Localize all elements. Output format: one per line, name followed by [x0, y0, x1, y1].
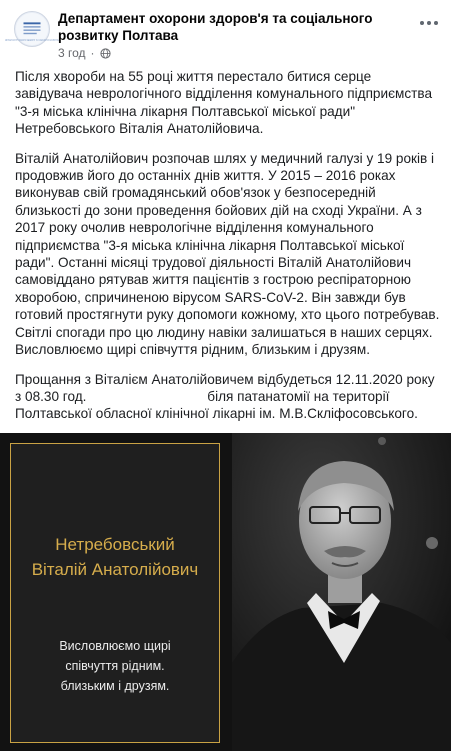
condolence-line-1: Висловлюємо щирі	[59, 639, 171, 653]
condolence-line-2: співчуття рідним.	[65, 659, 165, 673]
post-paragraph-2: Віталій Анатолійович розпочав шлях у медичний галузі у 19 років і продовжив його до останніх днів життя. У 2015 – 2016 роках виконував свій громадянський обов'язок у безпосередній близькості до зони проведення бойових дій на сході України. А з 2017 року очолив неврологічне відділення комунального підприємства "3-я міська клінічна лікарня Полтавської міської ради". Останні місяці трудової діяльності Віталій Анатолійович самовіддано рятував життя пацієнтів з гострою респіраторною хворобою, спричиненою вірусом SARS-CoV-2. Він завжди був готовий простягнути руку допомоги кожному, хто цього потребував. Світлі спогади про цю людину навіки залишаться в наших серцях. Висловлюємо щирі співчуття рідним, близьким і друзям.	[15, 150, 440, 358]
dot-icon	[427, 21, 431, 25]
meta-separator: ·	[90, 46, 95, 60]
post-time[interactable]: 3 год	[58, 46, 86, 60]
memorial-name	[11, 532, 219, 582]
memorial-given-names: Віталій Анатолійович	[31, 560, 199, 579]
memorial-condolence	[11, 636, 219, 696]
page-name-link[interactable]: Департамент охорони здоров'я та соціального розвитку Полтава	[58, 11, 373, 43]
dot-icon	[434, 21, 438, 25]
dot-icon	[420, 21, 424, 25]
more-options-button[interactable]	[417, 14, 441, 32]
post-paragraph-3: Прощання з Віталієм Анатолійовичем відбудеться 12.11.2020 року з 08.30 год. біля патанатомії на території Полтавської обласної клінічної лікарні ім. М.В.Скліфосовського.	[15, 371, 439, 422]
avatar-logo-text: Департамент охорони здоров'я та соціального розвитку	[5, 39, 59, 42]
post-header	[0, 0, 451, 66]
memorial-card	[10, 443, 220, 743]
avatar-logo-icon	[5, 12, 59, 46]
globe-icon	[100, 48, 111, 59]
post-text	[15, 68, 442, 435]
post-paragraph-1: Після хвороби на 55 році життя перестало битися серце завідувача неврологічного відділення комунального підприємства "3-я міська клінічна лікарня Полтавської міської ради" Нетребовського Віталія Анатолійовича.	[15, 69, 433, 137]
portrait-photo	[232, 433, 451, 751]
condolence-line-3: близьким і друзям.	[60, 679, 170, 693]
memorial-surname: Нетребовський	[55, 535, 175, 554]
post-meta	[58, 46, 111, 60]
page-avatar[interactable]	[5, 11, 59, 47]
post-image[interactable]	[0, 433, 451, 751]
